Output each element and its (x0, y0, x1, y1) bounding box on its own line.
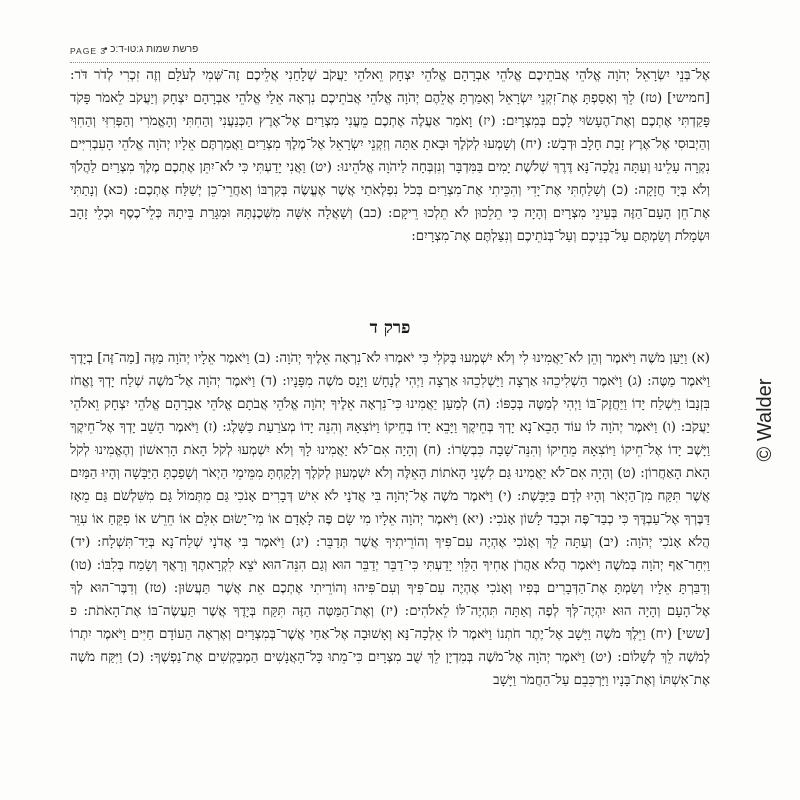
torah-text-paragraph: אֶל־בְּנֵי יִשְׂרָאֵל יְהֹוָה אֱלֹהֵי אֲבֹתֵיכֶם אֱלֹהֵי אַבְרָהָם אֱלֹהֵי יִצְחָק וֵאלֹהֵי יַעֲקֹב שְׁלָחַנִי אֲלֵיכֶם זֶה־שְּׁמִי לְעֹלָם וְזֶה זִכְרִי לְדֹר דֹּר: [חמישי] (טז) לֵךְ וְאָסַפְתָּ אֶת־זִקְנֵי יִשְׂרָאֵל וְאָמַרְתָּ אֲלֵהֶם יְהֹוָה אֱלֹהֵי אֲבֹתֵיכֶם נִרְאָה אֵלַי אֱלֹהֵי אַבְרָהָם יִצְחָק וְיַעֲקֹב לֵאמֹר פָּקֹד פָּקַדְתִּי אֶתְכֶם וְאֶת־הֶעָשׂוּי לָכֶם בְּמִצְרָיִם: (יז) וָאֹמַר אַעֲלֶה אֶתְכֶם מֵעֳנִי מִצְרַיִם אֶל־אֶרֶץ הַכְּנַעֲנִי וְהַחִתִּי וְהָאֱמֹרִי וְהַפְּרִזִּי וְהַחִוִּי וְהַיְבוּסִי אֶל־אֶרֶץ זָבַת חָלָב וּדְבָשׁ: (יח) וְשָׁמְעוּ לְקֹלֶךָ וּבָאתָ אַתָּה וְזִקְנֵי יִשְׂרָאֵל אֶל־מֶלֶךְ מִצְרַיִם וַאֲמַרְתֶּם אֵלָיו יְהֹוָה אֱלֹהֵי הָעִבְרִיִּים נִקְרָה עָלֵינוּ וְעַתָּה נֵלֲכָה־נָּא דֶּרֶךְ שְׁלֹשֶׁת יָמִים בַּמִּדְבָּר וְנִזְבְּחָה לַיהֹוָה אֱלֹהֵינוּ: (יט) וַאֲנִי יָדַעְתִּי כִּי לֹא־יִתֵּן אֶתְכֶם מֶלֶךְ מִצְרַיִם לַהֲלֹךְ וְלֹא בְּיָד חֲזָקָה: (כ) וְשָׁלַחְתִּי אֶת־יָדִי וְהִכֵּיתִי אֶת־מִצְרַיִם בְּכֹל נִפְלְאֹתַי אֲשֶׁר אֶעֱשֶׂה בְּקִרְבּוֹ וְאַחֲרֵי־כֵן יְשַׁלַּח אֶתְכֶם: (כא) וְנָתַתִּי אֶת־חֵן הָעָם־הַזֶּה בְּעֵינֵי מִצְרָיִם וְהָיָה כִּי תֵלֵכוּן לֹא תֵלְכוּ רֵיקָם: (כב) וְשָׁאֲלָה אִשָּׁה מִשְּׁכֶנְתָּהּ וּמִגָּרַת בֵּיתָהּ כְּלֵי־כֶסֶף וּכְלֵי זָהָב וּשְׂמָלֹת וְשַׂמְתֶּם עַל־בְּנֵיכֶם וְעַל־בְּנֹתֵיכֶם וְנִצַּלְתֶּם אֶת־מִצְרָיִם: (70, 68, 710, 244)
page-number: PAGE 3 (70, 46, 107, 56)
chapter-heading: פרק ד (369, 318, 411, 338)
torah-text-paragraph: (א) וַיַּעַן מֹשֶׁה וַיֹּאמֶר וְהֵן לֹא־יַאֲמִינוּ לִי וְלֹא יִשְׁמְעוּ בְּקֹלִי כִּי יֹאמְרוּ לֹא־נִרְאָה אֵלֶיךָ יְהֹוָה: (ב) וַיֹּאמֶר אֵלָיו יְהֹוָה מַזֶּה [מַה־זֶּה] בְיָדֶךָ וַיֹּאמֶר מַטֶּה: (ג) וַיֹּאמֶר הַשְׁלִיכֵהוּ אַרְצָה וַיַּשְׁלִכֵהוּ אַרְצָה וַיְהִי לְנָחָשׁ וַיָּנָס מֹשֶׁה מִפָּנָיו: (ד) וַיֹּאמֶר יְהֹוָה אֶל־מֹשֶׁה שְׁלַח יָדְךָ וֶאֱחֹז בִּזְנָבוֹ וַיִּשְׁלַח יָדוֹ וַיַּחֲזֶק־בּוֹ וַיְהִי לְמַטֶּה בְּכַפּוֹ: (ה) לְמַעַן יַאֲמִינוּ כִּי־נִרְאָה אֵלֶיךָ יְהֹוָה אֱלֹהֵי אֲבֹתָם אֱלֹהֵי אַבְרָהָם אֱלֹהֵי יִצְחָק וֵאלֹהֵי יַעֲקֹב: (ו) וַיֹּאמֶר יְהֹוָה לוֹ עוֹד הָבֵא־נָא יָדְךָ בְּחֵיקֶךָ וַיָּבֵא יָדוֹ בְּחֵיקוֹ וַיּוֹצִאָהּ וְהִנֵּה יָדוֹ מְצֹרַעַת כַּשָּׁלֶג: (ז) וַיֹּאמֶר הָשֵׁב יָדְךָ אֶל־חֵיקֶךָ וַיָּשֶׁב יָדוֹ אֶל־חֵיקוֹ וַיּוֹצִאָהּ מֵחֵיקוֹ וְהִנֵּה־שָׁבָה כִּבְשָׂרוֹ: (ח) וְהָיָה אִם־לֹא יַאֲמִינוּ לָךְ וְלֹא יִשְׁמְעוּ לְקֹל הָאֹת הָרִאשׁוֹן וְהֶאֱמִינוּ לְקֹל הָאֹת הָאַחֲרוֹן: (ט) וְהָיָה אִם־לֹא יַאֲמִינוּ גַּם לִשְׁנֵי הָאֹתוֹת הָאֵלֶּה וְלֹא יִשְׁמְעוּן לְקֹלֶךָ וְלָקַחְתָּ מִמֵּימֵי הַיְאֹר וְשָׁפַכְתָּ הַיַּבָּשָׁה וְהָיוּ הַמַּיִם אֲשֶׁר תִּקַּח מִן־הַיְאֹר וְהָיוּ לְדָם בַּיַּבָּשֶׁת: (י) וַיֹּאמֶר מֹשֶׁה אֶל־יְהֹוָה בִּי אֲדֹנָי לֹא אִישׁ דְּבָרִים אָנֹכִי גַּם מִתְּמוֹל גַּם מִשִּׁלְשֹׁם גַּם מֵאָז דַּבֶּרְךָ אֶל־עַבְדֶּךָ כִּי כְבַד־פֶּה וּכְבַד לָשׁוֹן אָנֹכִי: (יא) וַיֹּאמֶר יְהֹוָה אֵלָיו מִי שָׂם פֶּה לָאָדָם אוֹ מִי־יָשׂוּם אִלֵּם אוֹ חֵרֵשׁ אוֹ פִקֵּחַ אוֹ עִוֵּר הֲלֹא אָנֹכִי יְהֹוָה: (יב) וְעַתָּה לֵךְ וְאָנֹכִי אֶהְיֶה עִם־פִּיךָ וְהוֹרֵיתִיךָ אֲשֶׁר תְּדַבֵּר: (יג) וַיֹּאמֶר בִּי אֲדֹנָי שְׁלַח־נָא בְּיַד־תִּשְׁלָח: (יד) וַיִּחַר־אַף יְהֹוָה בְּמֹשֶׁה וַיֹּאמֶר הֲלֹא אַהֲרֹן אָחִיךָ הַלֵּוִי יָדַעְתִּי כִּי־דַבֵּר יְדַבֵּר הוּא וְגַם הִנֵּה־הוּא יֹצֵא לִקְרָאתֶךָ וְרָאֲךָ וְשָׂמַח בְּלִבּוֹ: (טו) וְדִבַּרְתָּ אֵלָיו וְשַׂמְתָּ אֶת־הַדְּבָרִים בְּפִיו וְאָנֹכִי אֶהְיֶה עִם־פִּיךָ וְעִם־פִּיהוּ וְהוֹרֵיתִי אֶתְכֶם אֵת אֲשֶׁר תַּעֲשׂוּן: (טז) וְדִבֶּר־הוּא לְךָ אֶל־הָעָם וְהָיָה הוּא יִהְיֶה־לְּךָ לְפֶה וְאַתָּה תִּהְיֶה־לּוֹ לֵאלֹהִים: (יז) וְאֶת־הַמַּטֶּה הַזֶּה תִּקַּח בְּיָדֶךָ אֲשֶׁר תַּעֲשֶׂה־בּוֹ אֶת־הָאֹתֹת: פ [ששי] (יח) וַיֵּלֶךְ מֹשֶׁה וַיָּשָׁב אֶל־יֶתֶר חֹתְנוֹ וַיֹּאמֶר לוֹ אֵלְכָה־נָּא וְאָשׁוּבָה אֶל־אַחַי אֲשֶׁר־בְּמִצְרַיִם וְאֶרְאֶה הַעוֹדָם חַיִּים וַיֹּאמֶר יִתְרוֹ לְמֹשֶׁה לֵךְ לְשָׁלוֹם: (יט) וַיֹּאמֶר יְהֹוָה אֶל־מֹשֶׁה בְּמִדְיָן לֵךְ שֻׁב מִצְרָיִם כִּי־מֵתוּ כָּל־הָאֲנָשִׁים הַמְבַקְשִׁים אֶת־נַפְשֶׁךָ: (כ) וַיִּקַּח מֹשֶׁה אֶת־אִשְׁתּוֹ וְאֶת־בָּנָיו וַיַּרְכִּבֵם עַל־הַחֲמֹר וַיָּשָׁב (70, 351, 710, 688)
watermark-text: © Walder (754, 378, 776, 462)
running-title: פרשת שמות ג:טו-ד:כ • (104, 44, 199, 55)
page-header (70, 44, 710, 63)
